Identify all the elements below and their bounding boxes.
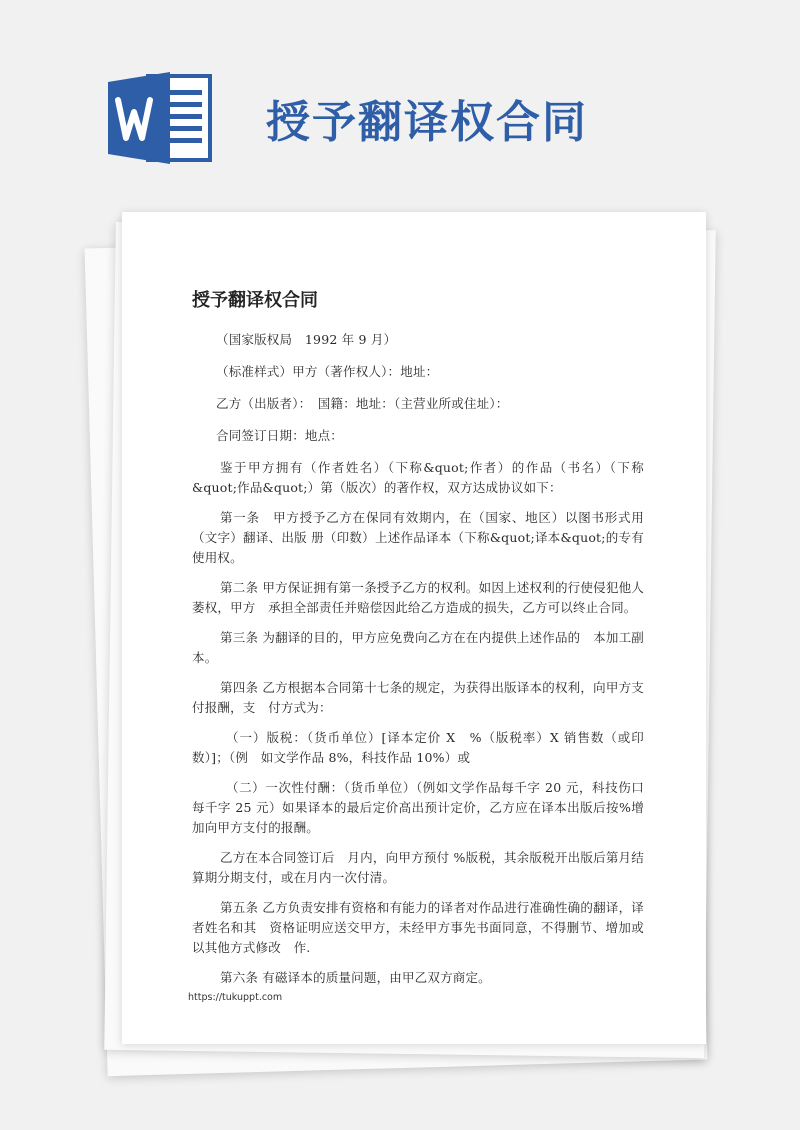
paragraph-issuer: （国家版权局 1992 年 9 月） [216,332,397,347]
paragraph-article-6: 第六条 有磁译本的质量问题，由甲乙双方商定。 [220,970,491,985]
page-title: 授予翻译权合同 [266,97,588,148]
paragraph-preamble: 鉴于甲方拥有（作者姓名）（下称&quot;作者）的作品（书名）（下称&quot;作品&quot;）第（版次）的著作权，双方达成协议如下： [192,460,644,495]
paragraph-article-3: 第三条 为翻译的目的，甲方应免费向乙方在在内提供上述作品的 本加工副本。 [192,630,644,665]
document-page [122,212,706,1044]
word-document-icon [108,72,212,164]
footer-url: https://tukuppt.com [188,992,283,1003]
paragraph-signing-date: 合同签订日期：地点： [216,428,344,443]
paragraph-article-1: 第一条 甲方授予乙方在保同有效期内，在（国家、地区）以图书形式用（文字）翻译、出版 册（印数）上述作品译本（下称&quot;译本&quot;的专有使用权。 [192,510,644,565]
document-body [192,330,644,998]
paragraph-royalty: （一）版税：（货币单位）[译本定价 X %（版税率）X 销售数（或印数）]；（例 如文学作品 8%，科技作品 10%）或 [192,730,644,765]
paragraph-lump-sum: （二）一次性付酬：（货币单位）（例如文学作品每千字 20 元，科技伤口每千字 25 元）如果译本的最后定价高出预计定价，乙方应在译本出版后按%增加向甲方支付的报酬。 [192,780,644,835]
paragraph-party-b: 乙方（出版者）： 国籍：地址：（主营业所或住址）： [216,396,509,411]
paragraph-party-a: （标准样式）甲方（著作权人）：地址： [216,364,439,379]
paragraph-article-4: 第四条 乙方根据本合同第十七条的规定，为获得出版译本的权利，向甲方支付报酬，支 付方式为： [192,680,644,715]
header [0,0,800,200]
document-title: 授予翻译权合同 [192,290,318,311]
paragraph-article-2: 第二条 甲方保证拥有第一条授予乙方的权利。如因上述权利的行使侵犯他人萎权，甲方 承担全部责任并赔偿因此给乙方造成的损失，乙方可以终止合同。 [192,580,644,615]
paragraph-article-5: 第五条 乙方负责安排有资格和有能力的译者对作品进行准确性确的翻译，译者姓名和其 资格证明应送交甲方，未经甲方事先书面同意，不得删节、增加或以其他方式修改 作. [192,900,644,955]
paragraph-advance: 乙方在本合同签订后 月内，向甲方预付 %版税，其余版税开出版后第月结算期分期支付，或在月内一次付清。 [192,850,644,885]
